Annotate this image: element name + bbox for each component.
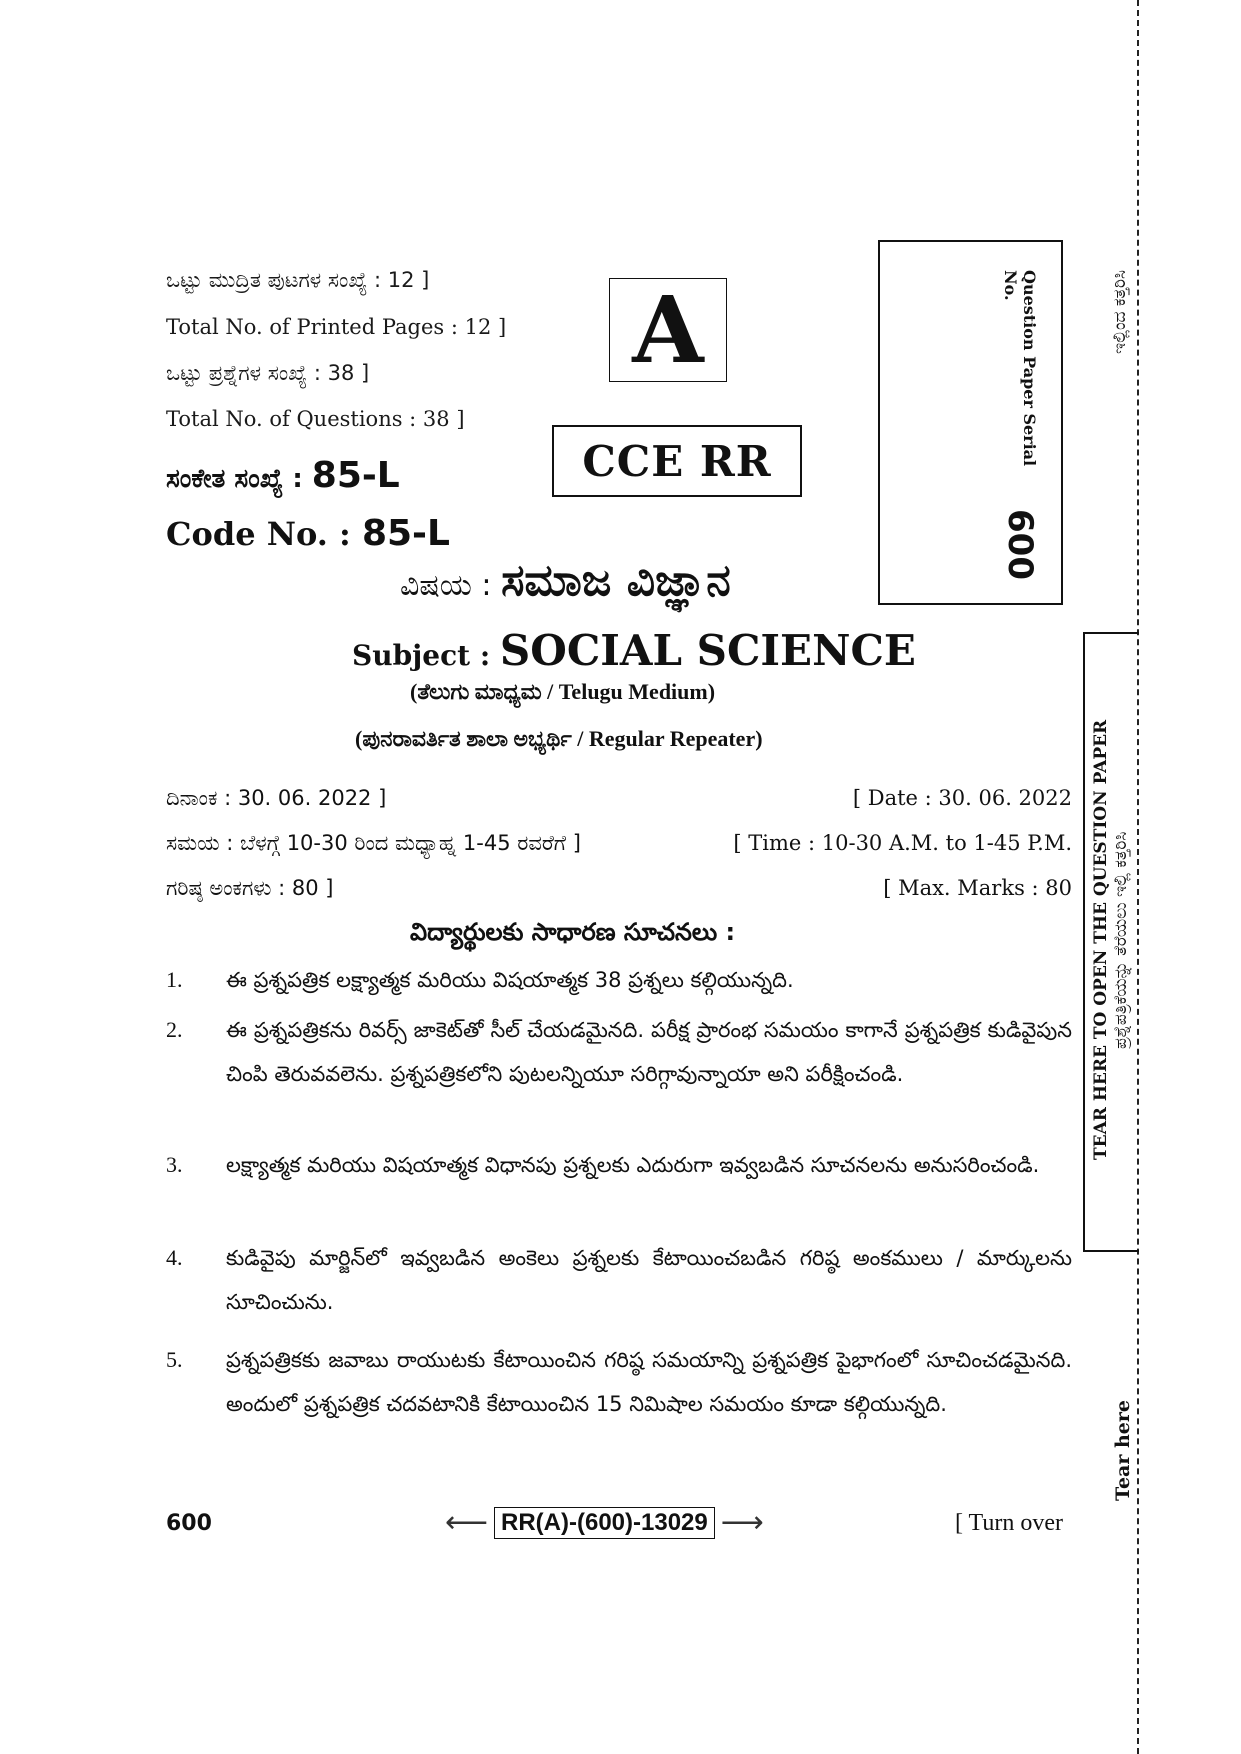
serial-number-text bbox=[1000, 270, 1040, 580]
subject-en-label: Subject : bbox=[352, 639, 500, 672]
instruction-number: 1. bbox=[166, 967, 183, 992]
candidate-type-label: (ಪುನರಾವರ್ತಿತ ಶಾಲಾ ಅಭ್ಯರ್ಥಿ / Regular Repeater) bbox=[355, 726, 763, 751]
marks-kn: ಗರಿಷ್ಠ ಅಂಕಗಳು : 80 ] bbox=[166, 876, 334, 900]
subject-en bbox=[352, 626, 916, 675]
date-en: [ Date : 30. 06. 2022 bbox=[852, 786, 1072, 810]
code-en-label: Code No. : bbox=[166, 515, 362, 553]
instruction-item bbox=[166, 1143, 1072, 1187]
questions-count-kn: ಒಟ್ಟು ಪ್ರಶ್ನೆಗಳ ಸಂಖ್ಯೆ : 38 ] bbox=[166, 361, 370, 385]
time-kn: ಸಮಯ : ಬೆಳಗ್ಗೆ 10-30 ರಿಂದ ಮಧ್ಯಾಹ್ನ 1-45 ರವರೆಗೆ ] bbox=[166, 831, 581, 855]
serial-number: 600 bbox=[1000, 509, 1040, 580]
instruction-text: ఈ ప్రశ్నపత్రికను రివర్స్ జాకెట్‌తో సీల్ చేయడమైనది. పరీక్ష ప్రారంభ సమయం కాగానే ప్రశ్నపత్రిక కుడివైపున చింపి తెరువవలెను. ప్రశ్నపత్రికలోని పుటలన్నియూ సరిగ్గావున్నాయా అని పరీక్షించండి. bbox=[226, 1018, 1072, 1086]
right-arrow-icon: ⟶ bbox=[720, 1505, 764, 1540]
time-row bbox=[166, 831, 1072, 856]
tear-open-en: TEAR HERE TO OPEN THE QUESTION PAPER bbox=[1091, 719, 1111, 1161]
version-letter-box: A bbox=[609, 278, 727, 382]
printed-pages-kn: ಒಟ್ಟು ಮುದ್ರಿತ ಪುಟಗಳ ಸಂಖ್ಯೆ : 12 ] bbox=[166, 268, 430, 292]
instruction-item bbox=[166, 1338, 1072, 1426]
printed-pages-en: Total No. of Printed Pages : 12 ] bbox=[166, 315, 507, 339]
subject-kn-label: ವಿಷಯ : bbox=[400, 568, 502, 603]
time-en: [ Time : 10-30 A.M. to 1-45 P.M. bbox=[733, 831, 1072, 855]
code-number-kn bbox=[166, 455, 400, 496]
exam-type-box: CCE RR bbox=[552, 425, 802, 497]
instruction-text: కుడివైపు మార్జిన్‌లో ఇవ్వబడిన అంకెలు ప్రశ్నలకు కేటాయించబడిన గరిష్ఠ అంకములు / మార్కులను సూచించును. bbox=[226, 1246, 1072, 1314]
paper-code: RR(A)-(600)-13029 bbox=[494, 1507, 715, 1539]
instruction-text: ఈ ప్రశ్నపత్రిక లక్ష్యాత్మక మరియు విషయాత్మక 38 ప్రశ్నలు కల్గియున్నది. bbox=[226, 968, 794, 992]
instructions-heading: విద్యార్థులకు సాధారణ సూచనలు : bbox=[410, 918, 736, 946]
instruction-item bbox=[166, 1236, 1072, 1324]
instruction-number: 5. bbox=[166, 1347, 183, 1372]
instruction-number: 2. bbox=[166, 1017, 183, 1042]
subject-kn bbox=[400, 555, 731, 606]
tear-open-text bbox=[1088, 640, 1134, 1240]
tear-open-kn: ಪ್ರಶ್ನೆಪತ್ರಿಕೆಯನ್ನು ತೆರೆಯಲು ಇಲ್ಲಿ ಕತ್ತರಿಸಿ bbox=[1111, 831, 1131, 1049]
questions-count-en: Total No. of Questions : 38 ] bbox=[166, 407, 465, 431]
instruction-item bbox=[166, 1008, 1072, 1096]
footer-paper-code bbox=[445, 1507, 764, 1539]
medium-label: (ತೆಲುಗು ಮಾಧ್ಯಮ / Telugu Medium) bbox=[410, 679, 716, 704]
instruction-item bbox=[166, 958, 1072, 1002]
left-arrow-icon: ⟵ bbox=[445, 1505, 489, 1540]
tear-here-label: Tear here bbox=[1112, 1400, 1134, 1501]
turn-over-label: [ Turn over bbox=[955, 1510, 1064, 1536]
marks-row bbox=[166, 876, 1072, 901]
subject-kn-value: ಸಮಾಜ ವಿಜ್ಞಾನ bbox=[501, 555, 731, 606]
instruction-number: 4. bbox=[166, 1245, 183, 1270]
date-kn: ದಿನಾಂಕ : 30. 06. 2022 ] bbox=[166, 786, 387, 810]
footer-page-code: 600 bbox=[166, 1511, 212, 1536]
code-en-value: 85-L bbox=[361, 513, 450, 554]
cut-here-kn-label: ಇಲ್ಲಿಂದ ಕತ್ತರಿಸಿ bbox=[1110, 270, 1130, 354]
subject-en-value: SOCIAL SCIENCE bbox=[499, 626, 916, 675]
serial-label: Question Paper Serial No. bbox=[1001, 270, 1039, 467]
code-kn-label: ಸಂಕೇತ ಸಂಖ್ಯೆ : bbox=[166, 464, 312, 494]
instruction-text: లక్ష్యాత్మక మరియు విషయాత్మక విధానపు ప్రశ్నలకు ఎదురుగా ఇవ్వబడిన సూచనలను అనుసరించండి. bbox=[226, 1153, 1040, 1177]
marks-en: [ Max. Marks : 80 bbox=[883, 876, 1072, 900]
instruction-text: ప్రశ్నపత్రికకు జవాబు రాయుటకు కేటాయించిన గరిష్ఠ సమయాన్ని ప్రశ్నపత్రిక పైభాగంలో సూచించడమైనది. అందులో ప్రశ్నపత్రిక చదవటానికి కేటాయించిన 15 నిమిషాల సమయం కూడా కల్గియున్నది. bbox=[226, 1348, 1072, 1416]
date-row bbox=[166, 786, 1072, 811]
instruction-number: 3. bbox=[166, 1152, 183, 1177]
code-number-en bbox=[166, 513, 450, 554]
code-kn-value: 85-L bbox=[311, 455, 400, 496]
